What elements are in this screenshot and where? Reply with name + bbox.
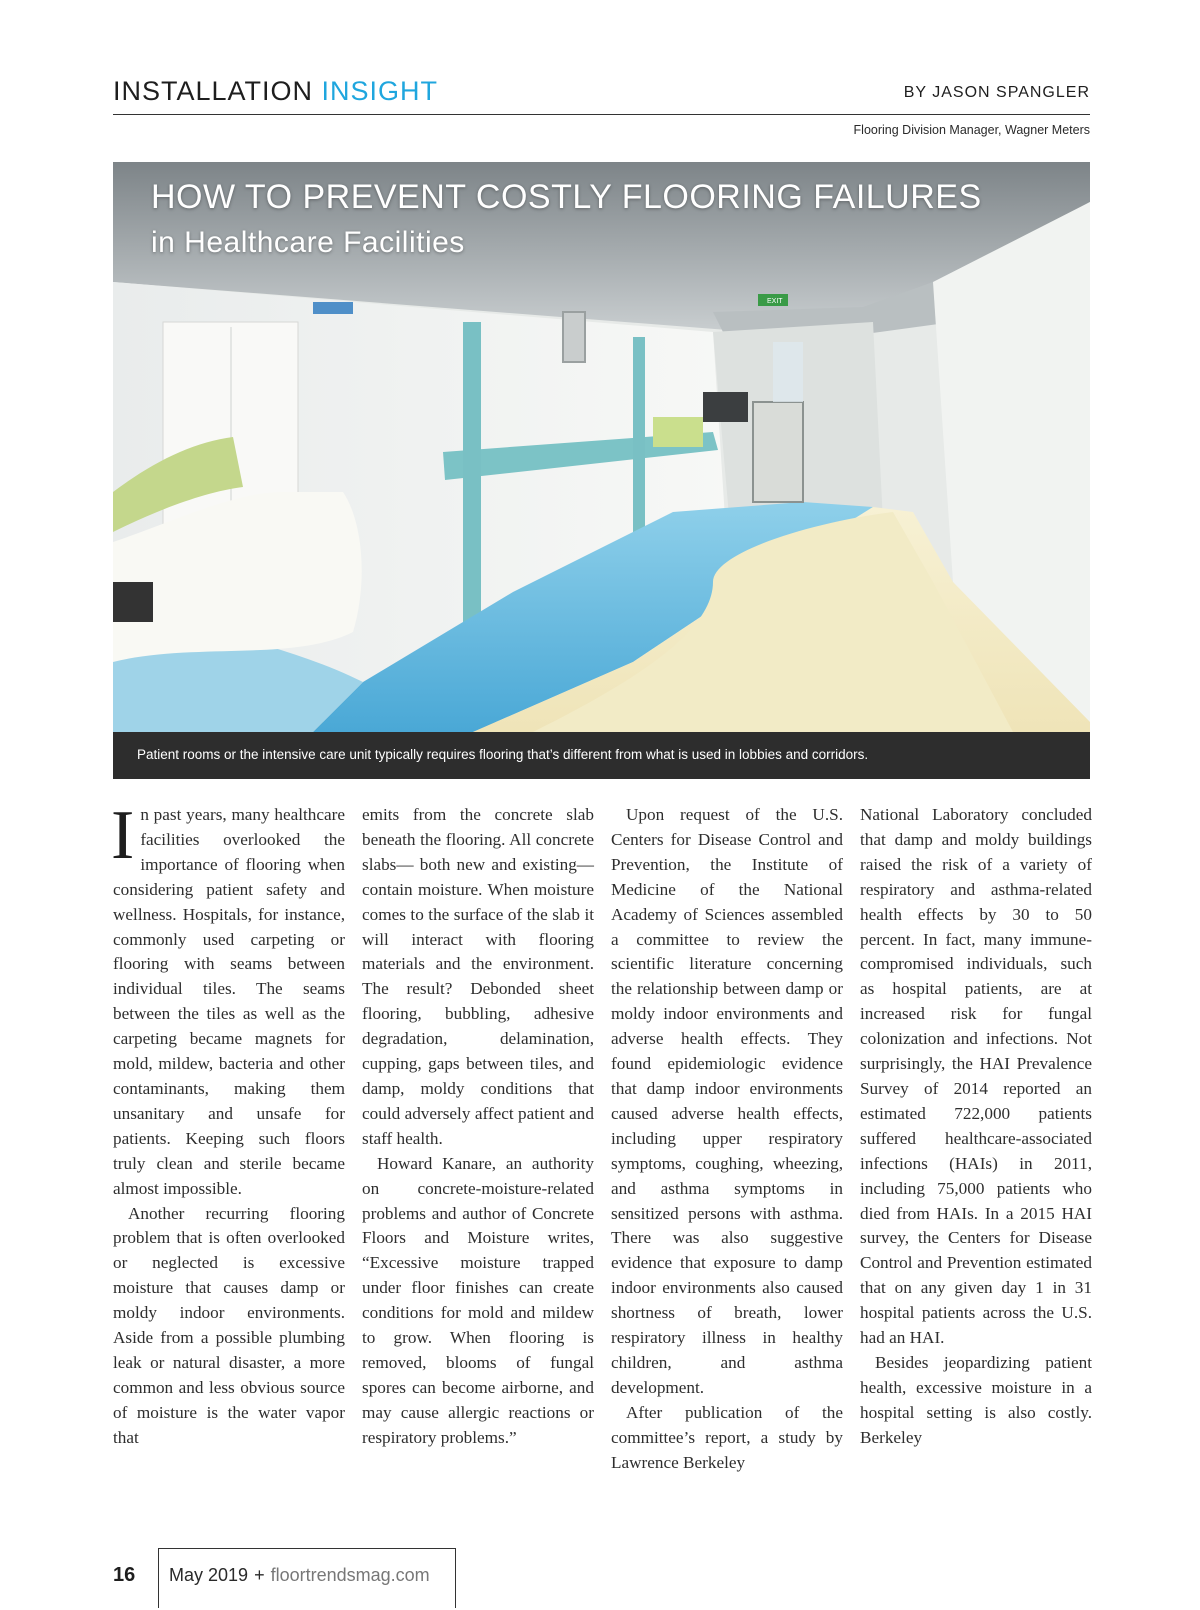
paragraph: National Laboratory concluded that damp and moldy buildings raised the risk of a variety of respiratory and asthma-related health effects by 30 to 50 percent. In fact, many immune-compromised individuals, such as hospital patients, are at increased risk for fungal colonization and infections. Not surprisingly, the HAI Prevalence Survey of 2014 reported an estimated 722,000 patients suffered healthcare-associated infections (HAIs) in 2011, including 75,000 patients who died from HAIs. In a 2015 HAI survey, the Centers for Disease Control and Prevention estimated that on any given day 1 in 31 hospital patients across the U.S. had an HAI.	[860, 805, 1092, 1348]
article-title: HOW TO PREVENT COSTLY FLOORING FAILURES	[151, 178, 982, 216]
site-url: floortrendsmag.com	[270, 1565, 430, 1585]
column-4	[860, 803, 1092, 1451]
footer-separator: +	[254, 1565, 265, 1585]
image-caption	[113, 732, 1090, 779]
drop-cap: I	[111, 797, 135, 874]
paragraph: emits from the concrete slab beneath the flooring. All concrete slabs— both new and existing—contain moisture. When moisture comes to the surface of the slab it will interact with flooring materials and the environment. The result? Debonded sheet flooring, bubbling, adhesive degradation, delamination, cupping, gaps between tiles, and damp, moldy conditions that could adversely affect patient and staff health.	[362, 805, 594, 1148]
column-2	[362, 803, 594, 1451]
section-title-accent: INSIGHT	[321, 76, 439, 106]
paragraph: Another recurring flooring problem that is often overlooked or neglected is excessive moisture that causes damp or moldy indoor environments. Aside from a possible plumbing leak or natural disaster, a more common and less obvious source of moisture is the water vapor that	[113, 1203, 345, 1447]
paragraph: Besides jeopardizing patient health, excessive moisture in a hospital setting is also costly. Berkeley	[860, 1352, 1092, 1447]
page-header	[113, 74, 1090, 115]
paragraph: After publication of the committee’s report, a study by Lawrence Berkeley	[611, 1402, 843, 1472]
exit-sign-text: EXIT	[767, 298, 783, 305]
page-footer	[113, 1548, 513, 1608]
column-1	[111, 797, 345, 1451]
paragraph: Howard Kanare, an authority on concrete-moisture-related problems and author of Concrete Floors and Moisture writes, “Excessive moisture trapped under floor finishes can create conditions for mold and mildew to grow. When flooring is removed, blooms of fungal spores can become airborne, and may cause allergic reactions or respiratory problems.”	[362, 1153, 594, 1447]
byline: BY JASON SPANGLER	[903, 84, 1090, 101]
author-role: Flooring Division Manager, Wagner Meters	[853, 123, 1090, 137]
article-subtitle: in Healthcare Facilities	[151, 226, 465, 259]
footer-box	[158, 1548, 456, 1608]
page-number: 16	[113, 1564, 136, 1586]
section-title	[113, 76, 438, 107]
footer-info	[169, 1565, 430, 1586]
paragraph: Upon request of the U.S. Centers for Disease Control and Prevention, the Institute of Medicine of the National Academy of Sciences assembled a committee to review the scientific literature concerning the relationship between damp or moldy indoor environments and adverse health effects. They found epidemiologic evidence that damp indoor environments caused adverse health effects, including upper respiratory symptoms, coughing, wheezing, and asthma symptoms in sensitized persons with asthma. There was also suggestive evidence that exposure to damp indoor environments also caused shortness of breath, lower respiratory illness in healthy children, and asthma development.	[611, 805, 843, 1397]
image-caption-text: Patient rooms or the intensive care unit typically requires flooring that’s different from what is used in lobbies and corridors.	[137, 747, 869, 762]
hero-image	[113, 162, 1090, 732]
issue-date: May 2019	[169, 1565, 249, 1585]
section-title-part1: INSTALLATION	[113, 76, 322, 106]
column-3	[611, 803, 843, 1475]
paragraph-text: n past years, many healthcare facilities overlooked the importance of flooring when considering patient safety and wellness. Hospitals, for instance, commonly used carpeting or flooring with seams between individual tiles. The seams between the tiles as well as the carpeting became magnets for mold, mildew, bacteria and other contaminants, making them unsanitary and unsafe for patients. Keeping such floors truly clean and sterile became almost impossible.	[113, 805, 345, 1198]
paragraph	[111, 797, 345, 1202]
